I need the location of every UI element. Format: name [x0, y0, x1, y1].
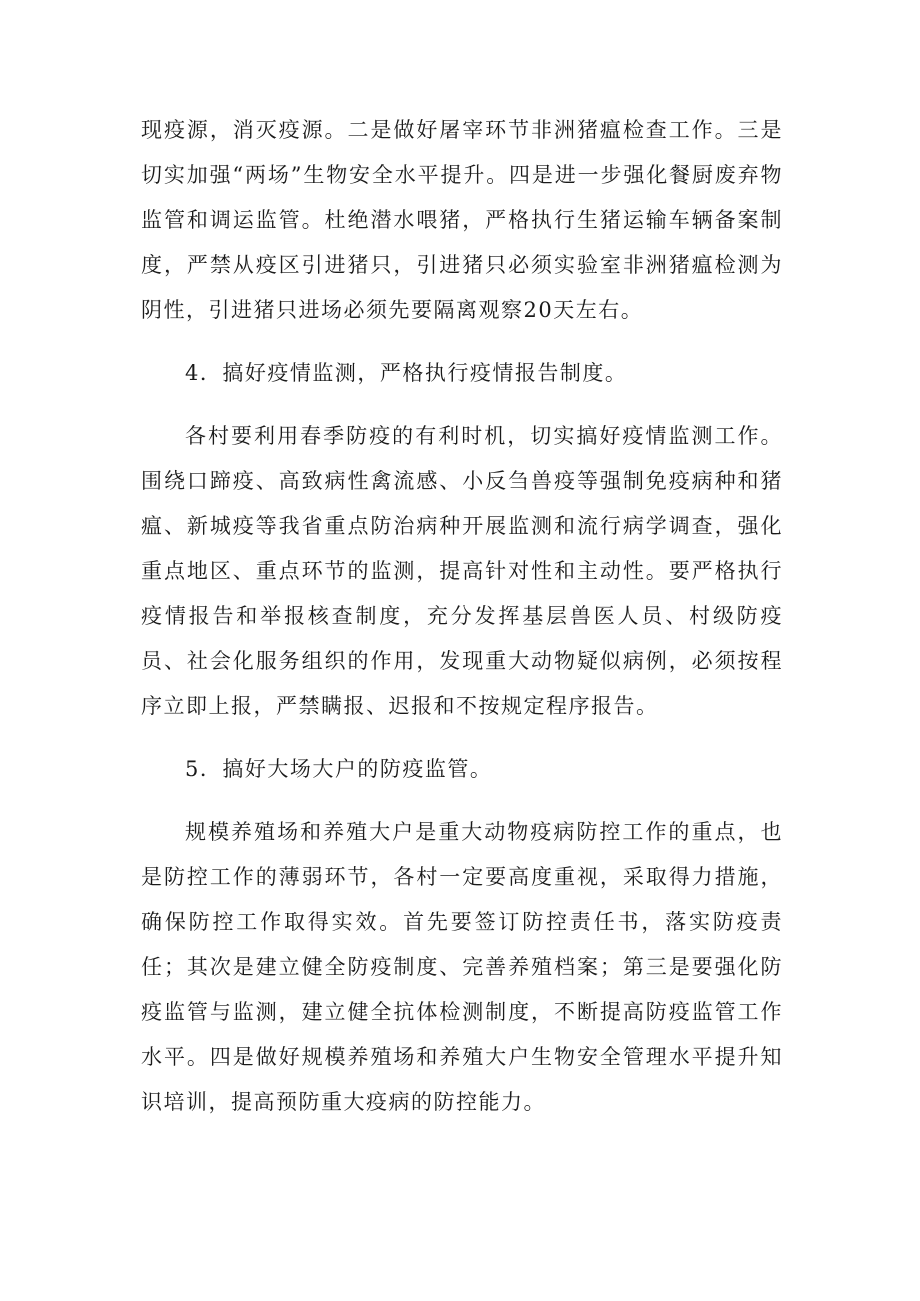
paragraph-epidemic-monitoring: 各村要利用春季防疫的有利时机，切实搞好疫情监测工作。围绕口蹄疫、高致病性禽流感、小反刍兽疫等强制免疫病种和猪瘟、新城疫等我省重点防治病种开展监测和流行病学调查，强化重点地区、重点环节的监测，提高针对性和主动性。要严格执行疫情报告和举报核查制度，充分发挥基层兽医人员、村级防疫员、社会化服务组织的作用，发现重大动物疑似病例，必须按程序立即上报，严禁瞒报、迟报和不按规定程序报告。: [141, 424, 783, 718]
section-heading-5: 5．搞好大场大户的防疫监管。: [185, 757, 493, 781]
paragraph-spacer: [141, 729, 783, 747]
paragraph-continuation: 现疫源，消灭疫源。二是做好屠宰环节非洲猪瘟检查工作。三是切实加强“两场”生物安全水平提升。四是进一步强化餐厨废弃物监管和调运监管。杜绝潜水喂猪，严格执行生猪运输车辆备案制度，严禁从疫区引进猪只，引进猪只必须实验室非洲猪瘟检测为阴性，引进猪只进场必须先要隔离观察20天左右。: [141, 118, 783, 322]
document-body: [141, 108, 783, 1125]
section-heading-4: 4．搞好疫情监测，严格执行疫情报告制度。: [185, 361, 628, 385]
paragraph-spacer: [141, 396, 783, 414]
paragraph-spacer: [141, 792, 783, 810]
paragraph-large-farm-supervision: 规模养殖场和养殖大户是重大动物疫病防控工作的重点，也是防控工作的薄弱环节，各村一定要高度重视，采取得力措施，确保防控工作取得实效。首先要签订防控责任书，落实防疫责任；其次是建立健全防疫制度、完善养殖档案；第三是要强化防疫监管与监测，建立健全抗体检测制度，不断提高防疫监管工作水平。四是做好规模养殖场和养殖大户生物安全管理水平提升知识培训，提高预防重大疫病的防控能力。: [141, 820, 783, 1114]
paragraph-spacer: [141, 333, 783, 351]
